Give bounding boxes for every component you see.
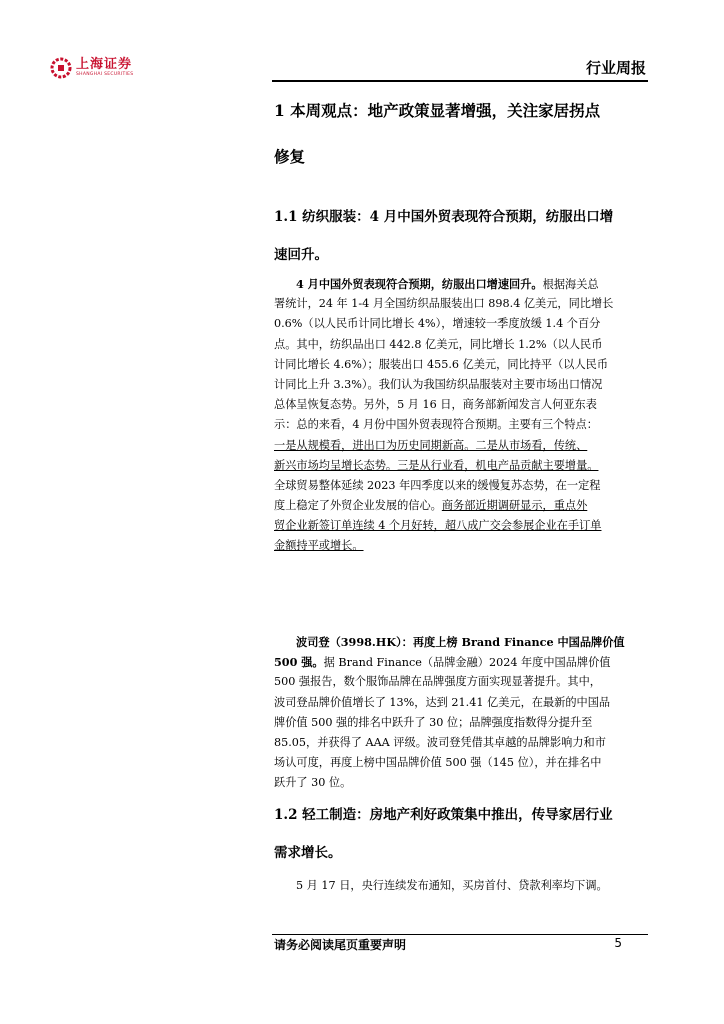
header-divider (272, 80, 648, 82)
section-1-1-paragraph-2: 波司登（3998.HK）：再度上榜 Brand Finance 中国品牌价值 500 强。据 Brand Finance（品牌金融）2024 年度中国品牌价值 500 强报告，数个服饰品牌在品牌强度方面实现显著提升。其中， 波司登品牌价值增长了 13%，达到 21.41 亿美元，在最新的中国品 牌价值 500 强的排名中跃升了 30 位；品牌强度指数得分提升至 85.05，并获得了 AAA 评级。波司登凭借其卓越的品牌影响力和市 场认可度，再度上榜中国品牌价值 500 强（145 位），并在排名中 跃升了 30 位。 (274, 635, 625, 790)
logo-emblem-icon (50, 57, 72, 79)
page-header (0, 0, 724, 90)
page-number: 5 (614, 936, 622, 950)
report-type-label: 行业周报 (585, 59, 646, 77)
footer-divider (272, 934, 648, 935)
section-1-2-paragraph-1: 5 月 17 日，央行连续发布通知，买房首付、贷款利率均下调。 (296, 879, 608, 892)
footer-disclaimer: 请务必阅读尾页重要声明 (274, 938, 407, 952)
section-1-title: 1 本周观点：地产政策显著增强，关注家居拐点 (274, 101, 601, 120)
section-1-title-cont: 修复 (274, 147, 306, 166)
section-1-1-title: 1.1 纺织服装：4 月中国外贸表现符合预期，纺服出口增 速回升。 (274, 209, 614, 263)
shanghai-securities-logo (50, 57, 133, 79)
section-1-1-paragraph-1: 4 月中国外贸表现符合预期，纺服出口增速回升。根据海关总 署统计，24 年 1-4 月全国纺织品服装出口 898.4 亿美元，同比增长 0.6%（以人民币计同比增长 4%），增速较一季度放缓 1.4 个百分 点。其中，纺织品出口 442.8 亿美元，同比增长 1.2%（以人民币 计同比增长 4.6%）；服装出口 455.6 亿美元，同比持平（以人民币 计同比上升 3.3%）。我们认为我国纺织品服装对主要市场出口情况 总体呈恢复态势。另外，5 月 16 日，商务部新闻发言人何亚东表 示：总的来看，4 月份中国外贸表现符合预期。主要有三个特点： 一是从规模看，进出口为历史同期新高。二是从市场看，传统、 新兴市场均呈增长态势。三是从行业看，机电产品贡献主要增量。 全球贸易整体延续 2023 年四季度以来的缓慢复苏态势，在一定程 度上稳定了外贸企业发展的信心。商务部近期调研显示，重点外 贸企业新签订单连续 4 个月好转，超八成广交会参展企业在手订单 金额持平或增长。 (274, 277, 614, 553)
logo-english-name: SHANGHAI SECURITIES (76, 72, 134, 78)
section-1-2-title: 1.2 轻工制造：房地产利好政策集中推出，传导家居行业 需求增长。 (274, 807, 613, 861)
logo-chinese-name: 上海证券 (76, 57, 133, 73)
